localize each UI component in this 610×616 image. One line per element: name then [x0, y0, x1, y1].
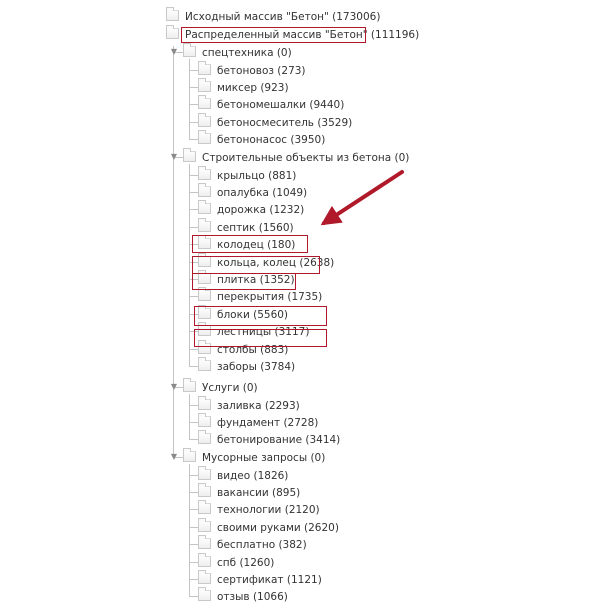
- tree-connector: [189, 139, 198, 140]
- folder-icon: [198, 64, 211, 75]
- tree-node-label: бетонирование (3414): [217, 434, 341, 447]
- folder-icon: [198, 133, 211, 144]
- tree-node-label: спецтехника (0): [202, 47, 292, 59]
- tree-connector: [189, 70, 198, 71]
- folder-icon: [198, 221, 211, 232]
- folder-icon: [198, 399, 211, 410]
- highlight-box-koltsa: [192, 256, 320, 274]
- folder-icon: [198, 433, 211, 444]
- triangle-down-icon[interactable]: ▼: [170, 452, 178, 461]
- highlight-box-bloki: [194, 306, 327, 326]
- highlight-box-plitka: [192, 273, 296, 290]
- tree-node-label: бесплатно (382): [217, 539, 307, 552]
- tree-node-label: спб (1260): [217, 556, 275, 569]
- highlight-box-lestnitsy: [194, 329, 327, 347]
- tree-connector: [189, 104, 198, 105]
- folder-icon: [198, 556, 211, 567]
- tree-node-label: отзыв (1066): [217, 591, 288, 604]
- folder-icon: [198, 573, 211, 584]
- tree-connector: [189, 439, 198, 440]
- folder-icon: [183, 151, 196, 162]
- tree-connector: [189, 509, 198, 510]
- folder-icon: [198, 290, 211, 301]
- highlight-box-distributed: [181, 27, 366, 43]
- tree-node-label: технологии (2120): [217, 504, 320, 517]
- tree-connector: [189, 475, 198, 476]
- tree-connector: [189, 596, 198, 597]
- folder-icon: [198, 169, 211, 180]
- tree-connector: [189, 579, 198, 580]
- triangle-down-icon[interactable]: ▼: [170, 47, 178, 56]
- tree-connector: [189, 209, 198, 210]
- folder-icon: [183, 46, 196, 57]
- tree-node-label: заборы (3784): [217, 360, 296, 373]
- folder-icon: [198, 469, 211, 480]
- tree-connector: [189, 87, 198, 88]
- highlight-box-kolodets: [192, 235, 308, 253]
- tree-node-label: вакансии (895): [217, 486, 301, 499]
- tree-connector: [189, 164, 190, 367]
- tree-node-label: Исходный массив "Бетон" (173006): [185, 11, 381, 23]
- tree-connector: [173, 46, 174, 457]
- tree-connector: [189, 527, 198, 528]
- folder-icon: [198, 116, 211, 127]
- folder-icon: [198, 81, 211, 92]
- tree-connector: [189, 192, 198, 193]
- tree-connector: [189, 394, 190, 440]
- tree-node-label: Мусорные запросы (0): [202, 452, 326, 464]
- tree-node-label: блоки (5560): [217, 308, 289, 321]
- tree-connector: [189, 464, 190, 597]
- folder-icon: [198, 98, 211, 109]
- tree-connector: [189, 175, 198, 176]
- folder-icon: [198, 186, 211, 197]
- tree-node-label: плитка (1352): [217, 273, 295, 286]
- tree-node-label: бетоносмеситель (3529): [217, 116, 353, 129]
- folder-icon: [198, 590, 211, 601]
- tree-connector: [189, 349, 198, 350]
- tree-node-label: бетоновоз (273): [217, 64, 306, 77]
- tree-connector: [189, 405, 198, 406]
- folder-icon: [183, 381, 196, 392]
- tree-node-label: Строительные объекты из бетона (0): [202, 152, 410, 164]
- tree-connector: [189, 296, 198, 297]
- folder-icon: [198, 521, 211, 532]
- tree-node-label: видео (1826): [217, 469, 289, 482]
- tree-node-label: своими руками (2620): [217, 521, 339, 534]
- tree-node-label: опалубка (1049): [217, 186, 308, 199]
- tree-node-label: Распределенный массив "Бетон" (111196): [185, 29, 420, 41]
- tree-node-label: перекрытия (1735): [217, 291, 323, 304]
- tree-connector: [189, 227, 198, 228]
- tree-node-label: заливка (2293): [217, 399, 300, 412]
- folder-icon: [166, 10, 179, 21]
- tree-connector: [189, 492, 198, 493]
- folder-icon: [183, 451, 196, 462]
- folder-icon: [198, 416, 211, 427]
- tree-node-label: септик (1560): [217, 221, 294, 234]
- folder-icon: [166, 28, 179, 39]
- tree-connector: [189, 544, 198, 545]
- triangle-down-icon[interactable]: ▼: [170, 152, 178, 161]
- tree-node-label: фундамент (2728): [217, 416, 319, 429]
- tree-connector: [189, 562, 198, 563]
- tree-node-label: сертификат (1121): [217, 573, 322, 586]
- tree-node-label: миксер (923): [217, 81, 289, 94]
- tree-connector: [189, 59, 190, 140]
- triangle-down-icon[interactable]: ▼: [170, 382, 178, 391]
- tree-node-label: дорожка (1232): [217, 204, 305, 217]
- tree-node-label: бетононасос (3950): [217, 134, 326, 147]
- tree-node-label: колодец (180): [217, 239, 296, 252]
- tree-connector: [189, 422, 198, 423]
- folder-icon: [198, 486, 211, 497]
- folder-icon: [198, 538, 211, 549]
- folder-icon: [198, 360, 211, 371]
- tree-node-label: столбы (883): [217, 343, 289, 356]
- tree-node-label: Услуги (0): [202, 382, 258, 394]
- tree-node-label: бетономешалки (9440): [217, 99, 345, 112]
- tree-connector: [189, 366, 198, 367]
- tree-connector: [189, 122, 198, 123]
- tree-node-label: крыльцо (881): [217, 169, 297, 182]
- tree-node-label: кольца, колец (2638): [217, 256, 335, 269]
- tree-node-label: лестницы (3117): [217, 326, 310, 339]
- folder-icon: [198, 503, 211, 514]
- folder-icon: [198, 203, 211, 214]
